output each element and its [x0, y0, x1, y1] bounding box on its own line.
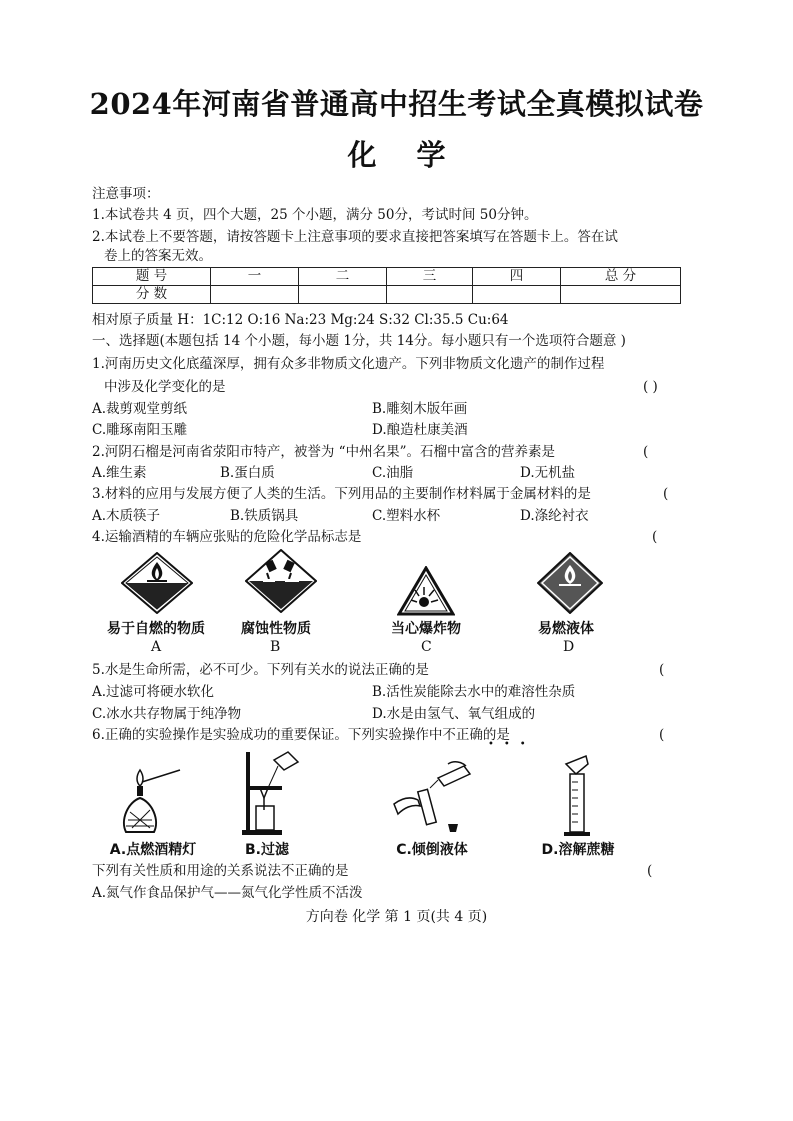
q5-option-d: D.水是由氢气、氧气组成的	[372, 706, 536, 722]
score-cell: 一	[211, 268, 299, 286]
score-table	[92, 267, 681, 304]
q3-option-d: D.涤纶衬衣	[520, 508, 589, 524]
q5-stem: 5.水是生命所需，必不可少。下列有关水的说法正确的是	[92, 662, 429, 678]
q4-stem: 4.运输酒精的车辆应张贴的危险化学品标志是	[92, 529, 362, 545]
q4-answer-paren: (	[652, 529, 658, 545]
q1-option-a: A.裁剪观堂剪纸	[92, 401, 188, 417]
score-table-header-row	[93, 268, 681, 286]
q4-letter-c: C	[421, 639, 432, 655]
score-cell	[387, 286, 473, 304]
q1-answer-paren: ( )	[643, 379, 658, 395]
score-cell	[211, 286, 299, 304]
corrosive-sign-icon	[245, 549, 317, 613]
q5-option-b: B.活性炭能除去水中的难溶性杂质	[372, 684, 576, 700]
flammable-liquid-sign-icon	[537, 552, 603, 614]
score-cell: 题 号	[93, 268, 211, 286]
q5-answer-paren: (	[659, 662, 665, 678]
q3-option-b: B.铁质锅具	[230, 508, 299, 524]
q2-stem: 2.河阴石榴是河南省荥阳市特产，被誉为 “中州名果”。石榴中富含的营养素是	[92, 444, 555, 460]
page-footer: 方向卷 化学 第 1 页(共 4 页)	[305, 909, 488, 925]
score-cell	[561, 286, 681, 304]
pouring-liquid-icon	[392, 760, 478, 836]
score-cell: 四	[473, 268, 561, 286]
q7-stem: 下列有关性质和用途的关系说法不正确的是	[92, 863, 349, 879]
q1-option-b: B.雕刻木版年画	[372, 401, 468, 417]
q4-caption-a: 易于自燃的物质	[107, 621, 205, 637]
q6-caption-b: B.过滤	[245, 842, 289, 858]
q7-option-a: A.氮气作食品保护气——氮气化学性质不活泼	[92, 885, 363, 901]
q4-letter-a: A	[151, 639, 162, 655]
atomic-masses: 相对原子质量 H：1C:12 O:16 Na:23 Mg:24 S:32 Cl:35.5 Cu:64	[92, 312, 509, 328]
spontaneous-combustion-sign-icon	[121, 552, 193, 614]
score-table-score-row	[93, 286, 681, 304]
q3-option-a: A.木质筷子	[92, 508, 161, 524]
q6-stem: 6.正确的实验操作是实验成功的重要保证。下列实验操作中不正确的是	[92, 727, 510, 743]
q3-option-c: C.塑料水杯	[372, 508, 441, 524]
emphasis-dots: •••	[488, 739, 536, 750]
filtration-apparatus-icon	[238, 748, 304, 836]
explosive-warning-sign-icon	[397, 566, 455, 616]
q6-caption-c: C.倾倒液体	[396, 842, 468, 858]
q6-caption-d: D.溶解蔗糖	[541, 842, 615, 858]
q5-option-c: C.冰水共存物属于纯净物	[92, 706, 242, 722]
q1-stem-line2: 中涉及化学变化的是	[104, 379, 226, 395]
q7-answer-paren: (	[647, 863, 653, 879]
q2-answer-paren: (	[643, 444, 649, 460]
q3-answer-paren: (	[663, 486, 669, 502]
q2-option-c: C.油脂	[372, 465, 414, 481]
note-2: 2.本试卷上不要答题，请按答题卡上注意事项的要求直接把答案填写在答题卡上。答在试	[92, 229, 618, 245]
q6-answer-paren: (	[659, 727, 665, 743]
section-1-heading: 一、选择题(本题包括 14 个小题，每小题 1分，共 14分。每小题只有一个选项符合题意 )	[92, 333, 626, 349]
exam-title: 2024年河南省普通高中招生考试全真模拟试卷	[89, 87, 704, 121]
subject-title: 化学	[347, 138, 486, 172]
alcohol-lamp-lighting-icon	[118, 762, 186, 836]
q4-letter-d: D	[563, 639, 575, 655]
score-cell: 分 数	[93, 286, 211, 304]
q3-stem: 3.材料的应用与发展方便了人类的生活。下列用品的主要制作材料属于金属材料的是	[92, 486, 591, 502]
q6-caption-a: A.点燃酒精灯	[109, 842, 197, 858]
graduated-cylinder-dissolving-icon	[556, 752, 600, 838]
q4-caption-d: 易燃液体	[538, 621, 594, 637]
q4-letter-b: B	[270, 639, 281, 655]
q2-option-a: A.维生素	[92, 465, 147, 481]
q2-option-b: B.蛋白质	[220, 465, 275, 481]
q1-option-c: C.雕琢南阳玉雕	[92, 422, 188, 438]
notes-heading: 注意事项：	[92, 186, 160, 202]
score-cell: 三	[387, 268, 473, 286]
note-3: 卷上的答案无效。	[104, 248, 212, 264]
q4-caption-c: 当心爆炸物	[391, 621, 461, 637]
q1-stem-line1: 1.河南历史文化底蕴深厚，拥有众多非物质文化遗产。下列非物质文化遗产的制作过程	[92, 356, 605, 372]
score-cell	[473, 286, 561, 304]
note-1: 1.本试卷共 4 页，四个大题，25 个小题，满分 50分，考试时间 50分钟。	[92, 207, 538, 223]
q5-option-a: A.过滤可将硬水软化	[92, 684, 215, 700]
score-cell: 总 分	[561, 268, 681, 286]
q1-option-d: D.酿造杜康美酒	[372, 422, 468, 438]
q4-caption-b: 腐蚀性物质	[241, 621, 311, 637]
score-cell	[299, 286, 387, 304]
score-cell: 二	[299, 268, 387, 286]
q2-option-d: D.无机盐	[520, 465, 576, 481]
